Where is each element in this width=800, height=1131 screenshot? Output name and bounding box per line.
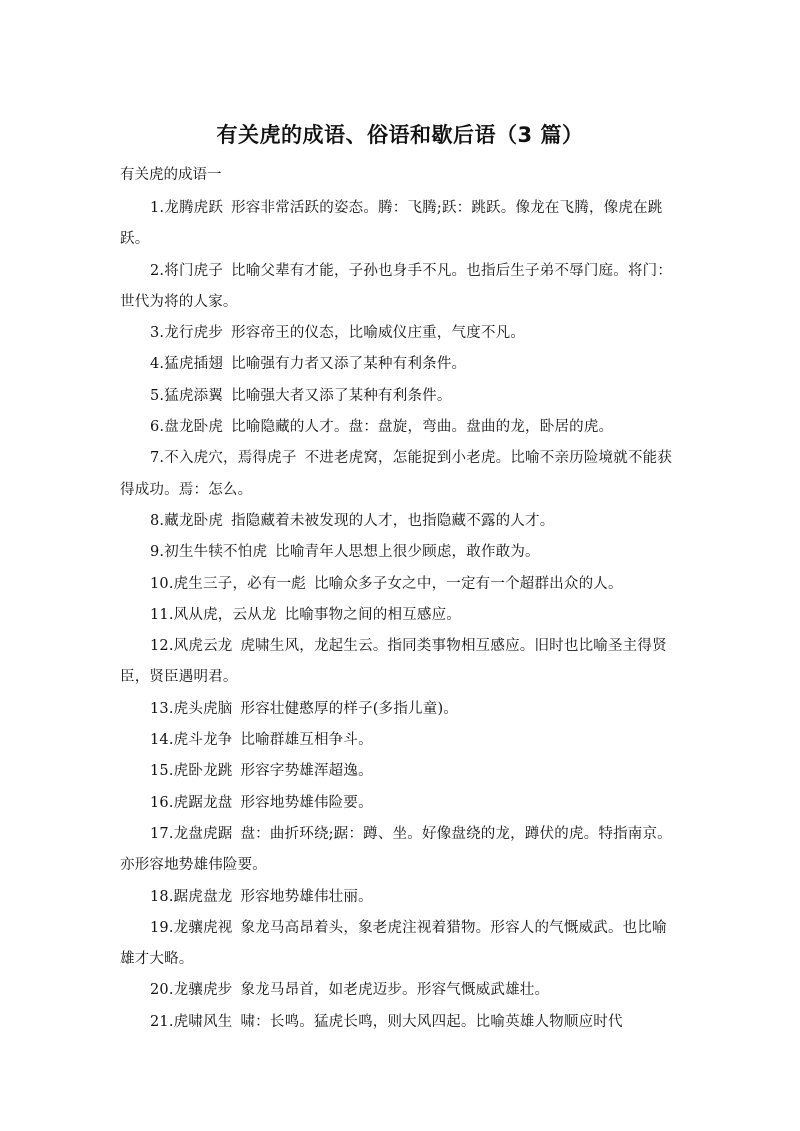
list-item <box>120 913 680 976</box>
entry-number: 6. <box>150 419 165 436</box>
entry-number: 5. <box>150 387 165 404</box>
entry-number: 2. <box>150 262 165 279</box>
entry-number: 3. <box>150 325 165 342</box>
section-heading: 有关虎的成语一 <box>120 167 222 183</box>
list-item <box>120 694 680 725</box>
list-item <box>120 631 680 694</box>
list-item <box>120 819 680 882</box>
document-title: 有关虎的成语、俗语和歇后语（3 篇） <box>216 123 584 147</box>
list-item <box>120 443 680 506</box>
idiom-term: 龙骧虎视 <box>173 919 233 936</box>
entry-number: 12. <box>150 638 174 655</box>
idiom-term: 风从虎，云从龙 <box>173 606 277 623</box>
idiom-term: 猛虎添翼 <box>164 387 224 404</box>
idiom-term: 虎头虎脑 <box>173 700 233 717</box>
idiom-term: 踞虎盘龙 <box>173 888 233 905</box>
idiom-term: 龙骧虎步 <box>173 982 233 999</box>
list-item <box>120 412 680 443</box>
idiom-definition: 形容帝王的仪态，比喻威仪庄重，气度不凡。 <box>231 325 526 342</box>
idiom-definition: 比喻众多子女之中，一定有一个超群出众的人。 <box>313 575 623 592</box>
idiom-term: 龙行虎步 <box>164 325 224 342</box>
idiom-definition: 比喻事物之间的相互感应。 <box>284 606 461 623</box>
entry-number: 21. <box>150 1013 174 1030</box>
list-item <box>120 256 680 319</box>
idiom-term: 藏龙卧虎 <box>164 512 224 529</box>
idiom-term: 风虎云龙 <box>173 638 233 655</box>
idiom-definition: 盘：曲折环绕;踞：蹲、坐。好像盘绕的龙，蹲伏的虎。特指南京。亦形容地势雄伟险要。 <box>120 825 672 874</box>
entry-number: 17. <box>150 825 174 842</box>
entry-number: 9. <box>150 544 165 561</box>
idiom-list <box>120 193 680 1038</box>
idiom-definition: 比喻群雄互相争斗。 <box>240 732 373 749</box>
idiom-definition: 虎啸生风，龙起生云。指同类事物相互感应。旧时也比喻圣主得贤臣，贤臣遇明君。 <box>120 638 667 686</box>
idiom-term: 不入虎穴，焉得虎子 <box>164 450 297 467</box>
list-item <box>120 349 680 380</box>
entry-number: 14. <box>150 732 174 749</box>
entry-number: 20. <box>150 982 174 999</box>
entry-number: 10. <box>150 575 174 592</box>
idiom-definition: 象龙马高昂着头，象老虎注视着猎物。形容人的气慨威武。也比喻雄才大略。 <box>120 919 667 968</box>
entry-number: 19. <box>150 919 174 936</box>
entry-number: 16. <box>150 794 174 811</box>
idiom-term: 虎踞龙盘 <box>173 794 233 811</box>
entry-number: 4. <box>150 356 165 373</box>
idiom-term: 虎啸风生 <box>173 1013 233 1030</box>
idiom-definition: 比喻强大者又添了某种有利条件。 <box>231 387 452 404</box>
idiom-term: 虎卧龙跳 <box>173 763 233 780</box>
idiom-term: 将门虎子 <box>164 262 224 279</box>
idiom-definition: 形容地势雄伟壮丽。 <box>240 888 373 905</box>
idiom-definition: 象龙马昂首，如老虎迈步。形容气慨威武雄壮。 <box>240 982 550 999</box>
idiom-term: 盘龙卧虎 <box>164 419 224 436</box>
idiom-term: 虎斗龙争 <box>173 732 233 749</box>
list-item <box>120 318 680 349</box>
list-item <box>120 506 680 537</box>
entry-number: 18. <box>150 888 174 905</box>
list-item <box>120 600 680 631</box>
idiom-definition: 比喻父辈有才能，子孙也身手不凡。也指后生子弟不辱门庭。将门：世代为将的人家。 <box>120 262 673 310</box>
list-item <box>120 381 680 412</box>
idiom-definition: 指隐藏着未被发现的人才，也指隐藏不露的人才。 <box>231 512 555 529</box>
idiom-definition: 形容壮健憨厚的样子(多指儿童)。 <box>240 700 458 717</box>
idiom-definition: 不进老虎窝，怎能捉到小老虎。比喻不亲历险境就不能获得成功。焉：怎么。 <box>120 450 673 498</box>
idiom-definition: 形容字势雄浑超逸。 <box>240 763 373 780</box>
idiom-term: 龙盘虎踞 <box>173 825 233 842</box>
list-item <box>120 975 680 1006</box>
idiom-term: 虎生三子，必有一彪 <box>173 575 306 592</box>
list-item <box>120 537 680 568</box>
entry-number: 13. <box>150 700 174 717</box>
list-item <box>120 882 680 913</box>
idiom-definition: 啸：长鸣。猛虎长鸣，则大风四起。比喻英雄人物顺应时代 <box>240 1013 623 1030</box>
list-item <box>120 1007 680 1038</box>
idiom-term: 初生牛犊不怕虎 <box>164 544 268 561</box>
list-item <box>120 756 680 787</box>
list-item <box>120 788 680 819</box>
idiom-definition: 比喻青年人思想上很少顾虑，敢作敢为。 <box>275 544 540 561</box>
idiom-term: 龙腾虎跃 <box>164 200 224 216</box>
idiom-definition: 形容非常活跃的姿态。腾：飞腾;跃：跳跃。像龙在飞腾，像虎在跳跃。 <box>120 200 663 248</box>
list-item <box>120 193 680 256</box>
idiom-definition: 形容地势雄伟险要。 <box>240 794 373 811</box>
idiom-definition: 比喻隐藏的人才。盘：盘旋，弯曲。盘曲的龙，卧居的虎。 <box>231 419 614 436</box>
entry-number: 7. <box>150 450 165 467</box>
entry-number: 1. <box>150 200 165 216</box>
idiom-definition: 比喻强有力者又添了某种有利条件。 <box>231 356 467 373</box>
idiom-term: 猛虎插翅 <box>164 356 224 373</box>
list-item <box>120 725 680 756</box>
list-item <box>120 569 680 600</box>
entry-number: 11. <box>150 606 174 623</box>
entry-number: 8. <box>150 512 165 529</box>
entry-number: 15. <box>150 763 174 780</box>
